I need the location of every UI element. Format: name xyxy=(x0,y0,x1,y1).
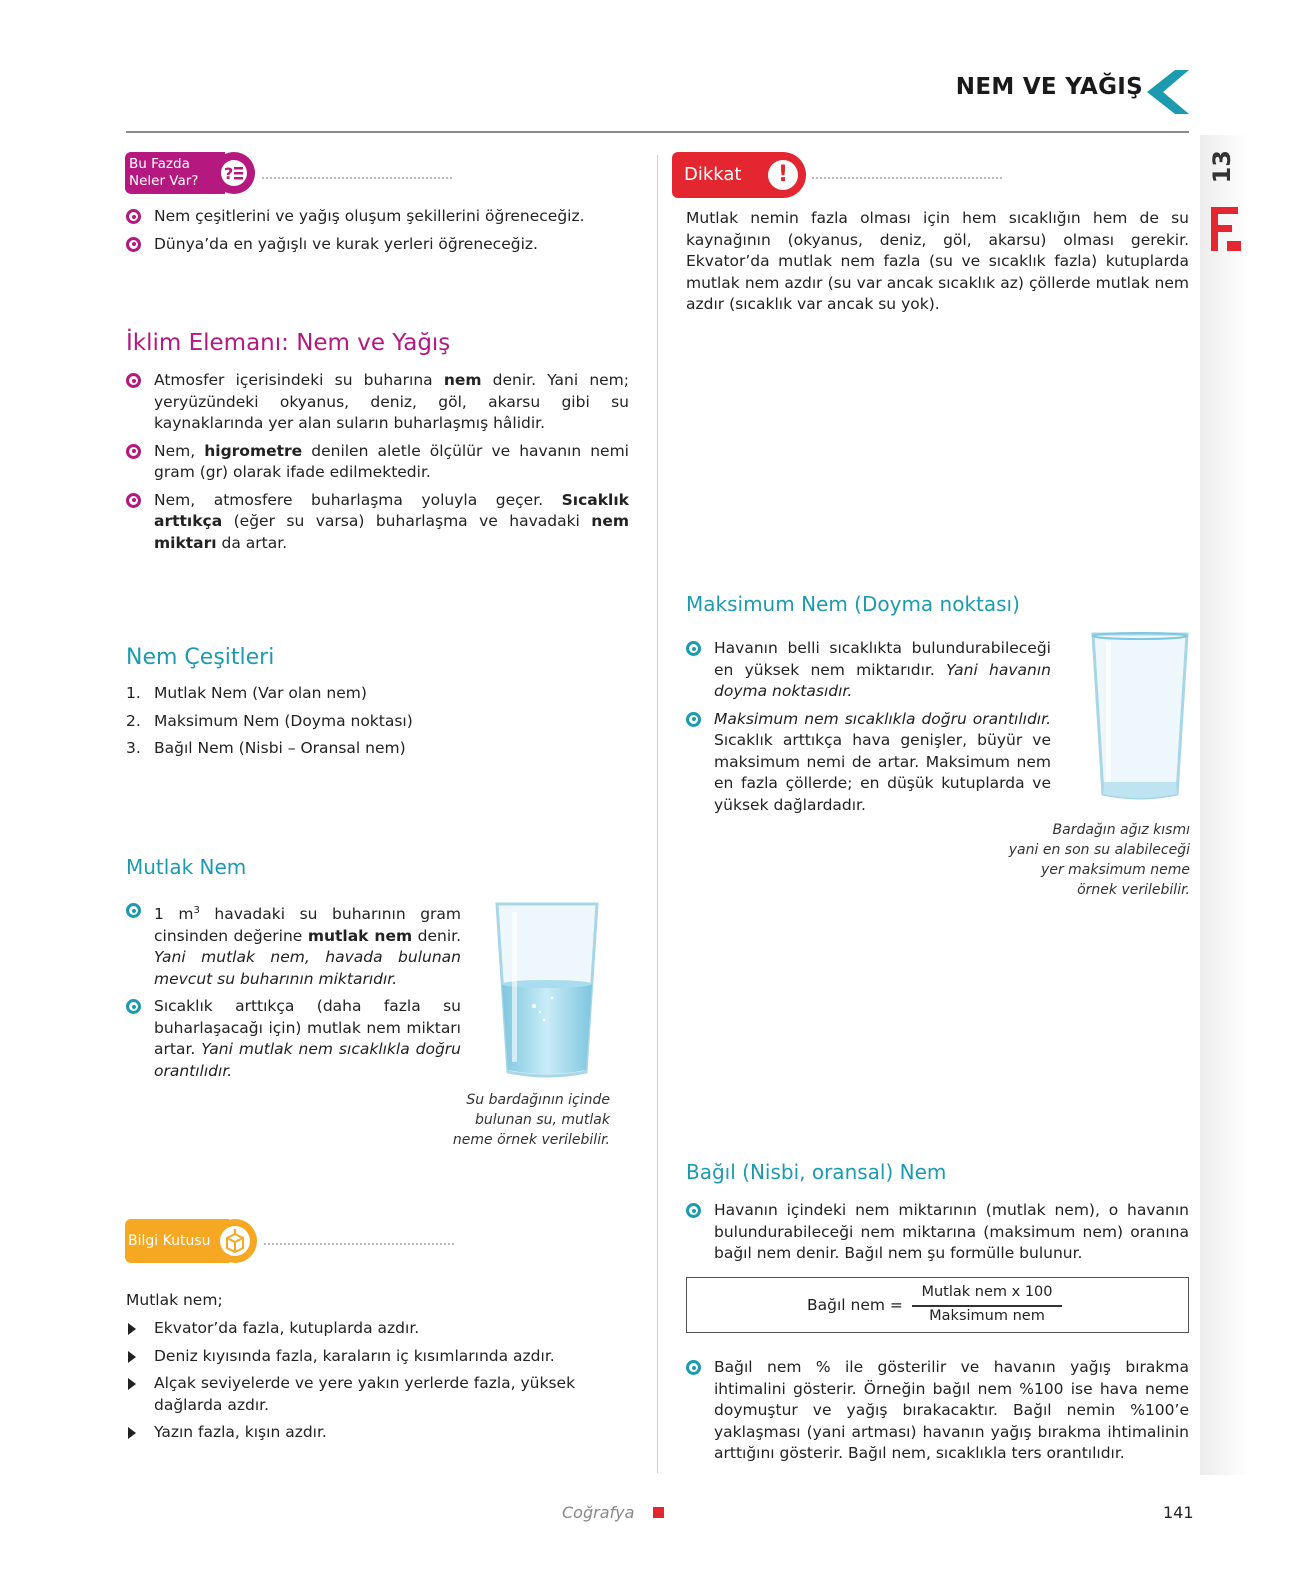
list-item: Nem çeşitlerini ve yağış oluşum şekillerini öğreneceğiz. xyxy=(126,206,626,228)
intro-badge-line1: Bu Fazda xyxy=(129,156,190,172)
climate-heading: İklim Elemanı: Nem ve Yağış xyxy=(126,330,451,356)
intro-list xyxy=(126,206,626,261)
formula-box xyxy=(686,1277,1189,1333)
dotted-rule xyxy=(262,177,452,179)
footer-square xyxy=(653,1507,664,1518)
warning-badge: Dikkat ! xyxy=(672,152,806,198)
list-item: Nem, atmosfere buharlaşma yoluyla geçer. Sıcaklık arttıkça (eğer su varsa) buharlaşma ve havadaki nem miktarı da artar. xyxy=(126,490,629,555)
dotted-rule xyxy=(264,1243,454,1245)
column-divider xyxy=(657,155,658,1473)
box-icon xyxy=(220,1226,250,1256)
publisher-logo-icon xyxy=(1209,205,1243,253)
maximum-caption: Bardağın ağız kısmı yani en son su alabileceği yer maksimum neme örnek verilebilir. xyxy=(1008,822,1190,898)
exclamation-icon: ! xyxy=(768,160,798,190)
list-item: Deniz kıyısında fazla, karaların iç kısımlarında azdır. xyxy=(126,1346,631,1368)
list-item: Alçak seviyelerde ve yere yakın yerlerde fazla, yüksek dağlarda azdır. xyxy=(126,1373,631,1416)
list-item: 3. Bağıl Nem (Nisbi – Oransal nem) xyxy=(126,739,406,757)
list-item: Havanın içindeki nem miktarının (mutlak nem), o havanın bulundurabileceği nem miktarına (maksimum nem) oranına bağıl nem denir. Bağıl nem şu formülle bulunur. xyxy=(686,1200,1189,1265)
list-item: Dünya’da en yağışlı ve kurak yerleri öğreneceğiz. xyxy=(126,234,626,256)
relative-list xyxy=(686,1200,1189,1271)
list-item: 1 $m^3$ havadaki su buharının gram cinsinden değerine mutlak nem denir. Yani mutlak nem, havada bulunan mevcut su buharının miktarıdır. xyxy=(126,900,461,990)
page-number: 141 xyxy=(1163,1503,1194,1522)
question-list-icon xyxy=(221,160,247,186)
warning-text: Mutlak nemin fazla olması için hem sıcaklığın hem de su kaynağının (okyanus, deniz, göl, akarsu) olması gerekir. Ekvator’da mutlak nem fazla (su ve sıcaklık fazla) kutuplarda mutlak nem azdır (su var ancak sıcaklık az) çöllerde mutlak nem azdır (sıcaklık var ancak su yok). xyxy=(686,209,1189,313)
types-list xyxy=(126,683,626,766)
formula-numerator: Mutlak nem x 100 xyxy=(921,1284,1053,1300)
list-item: Atmosfer içerisindeki su buharına nem denir. Yani nem; yeryüzündeki okyanus, deniz, göl, akarsu gibi su kaynaklarında yer alan suların buharlaşmış hâlidir. xyxy=(126,370,629,435)
types-heading: Nem Çeşitleri xyxy=(126,645,275,670)
intro-badge-line2: Neler Var? xyxy=(129,173,199,189)
list-item: Sıcaklık arttıkça (daha fazla su buharlaşacağı için) mutlak nem miktarı artar. Yani mutlak nem sıcaklıkla doğru orantılıdır. xyxy=(126,996,461,1082)
info-box-title: Mutlak nem; xyxy=(126,1291,223,1309)
list-item: 2. Maksimum Nem (Doyma noktası) xyxy=(126,711,413,730)
info-box-badge: Bilgi Kutusu xyxy=(125,1219,257,1263)
relative-heading: Bağıl (Nisbi, oransal) Nem xyxy=(686,1160,947,1184)
maximum-list xyxy=(686,638,1051,822)
list-item: Havanın belli sıcaklıkta bulundurabileceği en yüksek nem miktarıdır. Yani havanın doyma noktasıdır. xyxy=(686,638,1051,703)
list-item: Ekvator’da fazla, kutuplarda azdır. xyxy=(126,1318,631,1340)
fraction-bar xyxy=(912,1305,1062,1307)
list-item: Maksimum nem sıcaklıkla doğru orantılıdır. Sıcaklık arttıkça hava genişler, büyür ve maksimum nemi de artar. Maksimum nem en fazla çöllerde; en düşük kutuplarda ve yüksek dağlardadır. xyxy=(686,709,1051,817)
list-item: 1. Mutlak Nem (Var olan nem) xyxy=(126,684,367,702)
chevron-left-icon xyxy=(1147,70,1189,114)
maximum-heading: Maksimum Nem (Doyma noktası) xyxy=(686,592,1020,616)
formula-lhs: Bağıl nem = xyxy=(807,1296,903,1314)
empty-glass-image xyxy=(1090,632,1190,802)
list-item: Nem, higrometre denilen aletle ölçülür ve havanın nemi gram (gr) olarak ifade edilmektedir. xyxy=(126,441,629,484)
dotted-rule xyxy=(812,177,1002,179)
header-divider xyxy=(126,131,1189,133)
side-tab xyxy=(1200,135,1250,1475)
unit-number: 13 xyxy=(1208,150,1236,184)
relative-list-2 xyxy=(686,1357,1189,1471)
water-glass-image xyxy=(494,902,600,1078)
list-item: Yazın fazla, kışın azdır. xyxy=(126,1422,631,1444)
absolute-heading: Mutlak Nem xyxy=(126,855,247,879)
intro-badge xyxy=(125,152,255,194)
footer-subject: Coğrafya xyxy=(562,1503,635,1522)
formula-denominator: Maksimum nem xyxy=(929,1308,1045,1324)
svg-text:?: ? xyxy=(224,164,234,183)
list-item: Bağıl nem % ile gösterilir ve havanın yağış bırakma ihtimalini gösterir. Örneğin bağıl nem %100 ise hava neme doymuştur ve yağış bırakacaktır. Bağıl nemin %100’e yaklaşması (yani artması) havanın yağış bırakma ihtimalinin arttığını gösterir. Bağıl nem, sıcaklıkla ters orantılıdır. xyxy=(686,1357,1189,1465)
absolute-caption: Su bardağının içinde bulunan su, mutlak neme örnek verilebilir. xyxy=(452,1092,610,1148)
info-box-list xyxy=(126,1318,631,1450)
page-header-title: NEM VE YAĞIŞ xyxy=(955,74,1143,100)
climate-list xyxy=(126,370,629,560)
absolute-list xyxy=(126,900,461,1088)
